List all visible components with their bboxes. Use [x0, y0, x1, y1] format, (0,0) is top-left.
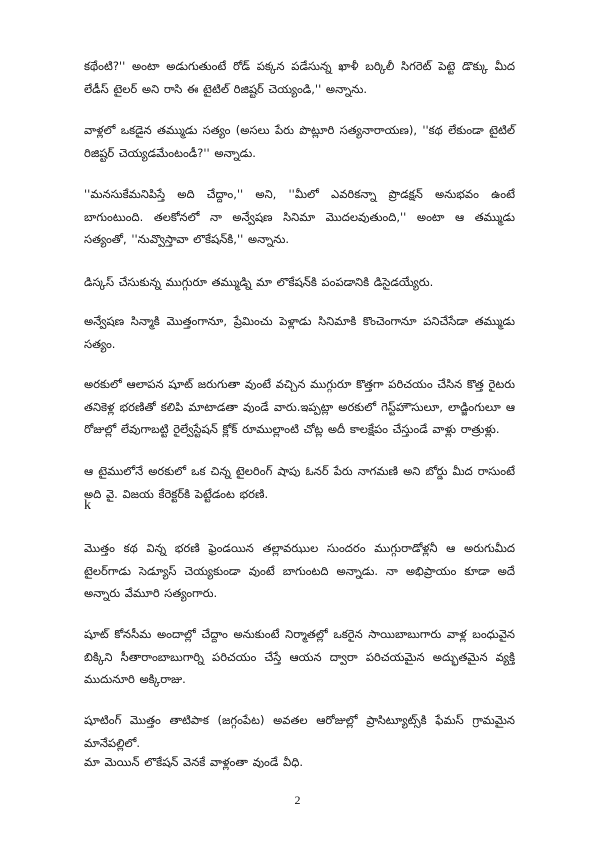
paragraph-10: షూటింగ్ మొత్తం తాటిపాక (జగ్గంపేట) అవతల ఆరోజుల్లో ప్రాసిట్యూట్స్‌కి ఫేమస్ గ్రామమైన మానేపల్లిలో.	[84, 713, 515, 750]
paragraph-2: వాళ్లలో ఒకడైన తమ్ముడు సత్యం (అసలు పేరు పొట్లూరి సత్యనారాయణ), ''కథ లేకుండా టైటిల్ రిజిష్టర్ చెయ్యడమేంటండీ?'' అన్నాడు.	[84, 123, 515, 160]
paragraph-4: డిస్కస్ చేసుకున్న ముగ్గురూ తమ్ముడ్ని మా లొకేషన్‌కి పంపడానికి డిసైడయ్యేరు.	[84, 275, 434, 289]
paragraph-11: మా మెయిన్ లొకేషన్ వెనకే వాళ్లంతా వుండే వీధి.	[84, 755, 304, 769]
paragraph-5: అన్వేషణ సిన్మాకి మొత్తంగానూ, ప్రేమించు పెళ్లాడు సినిమాకి కొంచెంగానూ పనిచేసేడా తమ్ముడు సత్యం.	[84, 314, 515, 351]
paragraph-7: ఆ టైములోనే అరకులో ఒక చిన్న టైలరింగ్ షాపు ఓనర్ పేరు నాగమణి అని బోర్డు మీద రాసుంటే అది వై. విజయ కేరెక్టర్‌కి పెట్టేడంట భరణి.	[84, 464, 515, 501]
paragraph-8: మొత్తం కథ విన్న భరణి ఫ్రెండయిన తల్లావఝుల సుందరం ముగ్గురాడోళ్లనీ ఆ అరుగుమీద టైలర్‌గాడు సెడ్యూస్ చెయ్యకుండా వుంటే బాగుంటది అన్నాడు. నా అభిప్రాయం కూడా అదే అన్నారు వేమూరి సత్యంగారు.	[84, 541, 515, 600]
paragraph-1: కథేంటి?'' అంటా అడుగుతుంటే రోడ్ పక్కన పడేసున్న ఖాళీ బర్కిలీ సిగరెట్ పెట్టె డొక్కు మీద లేడీస్ టైలర్ అని రాసి ఈ టైటిల్ రిజిష్టర్ చెయ్యండి,'' అన్నాను.	[84, 59, 515, 96]
paragraph-9: షూట్ కోనసీమ అందాల్లో చేద్దాం అనుకుంటే నిర్మాతల్లో ఒకరైన సాయిబాబుగారు వాళ్ల బంధువైన బిక్కిని సీతారాంబాబుగార్ని పరిచయం చేస్తే ఆయన ద్వారా పరిచయమైన అద్భుతమైన వ్యక్తి ముదునూరి అక్కిరాజు.	[84, 627, 515, 686]
section-marker: k	[84, 498, 91, 513]
page-number: 2	[294, 793, 301, 807]
paragraph-3: ''మనసుకేమనిపిస్తే అది చేద్దాం,'' అని, ''మీలో ఎవరికన్నా ప్రొడక్షన్ అనుభవం ఉంటే బాగుంటుంది. తలకోనలో నా అన్వేషణ సినిమా మొదలవుతుంది,'' అంటా ఆ తమ్ముడు సత్యంతో, ''నువ్వొస్తావా లొకేషన్‌కి,'' అన్నాను.	[84, 187, 515, 246]
paragraph-6: అరకులో ఆలాపన షూట్ జరుగుతా వుంటే వచ్చిన ముగ్గురూ కొత్తగా పరిచయం చేసిన కొత్త రైటరు తనికెళ్ల భరణితో కలిపి మాటాడతా వుండే వారు.ఇప్పట్లా అరకులో గెస్ట్‌హౌసులూ, లాడ్జింగులూ ఆ రోజుల్లో లేవుగాబట్టి రైల్వేస్టేషన్ క్లోక్ రూముల్లాంటి చోట్ల అదీ కాలక్షేపం చేస్తుండే వాళ్లు రాత్రుళ్లు.	[84, 377, 515, 436]
